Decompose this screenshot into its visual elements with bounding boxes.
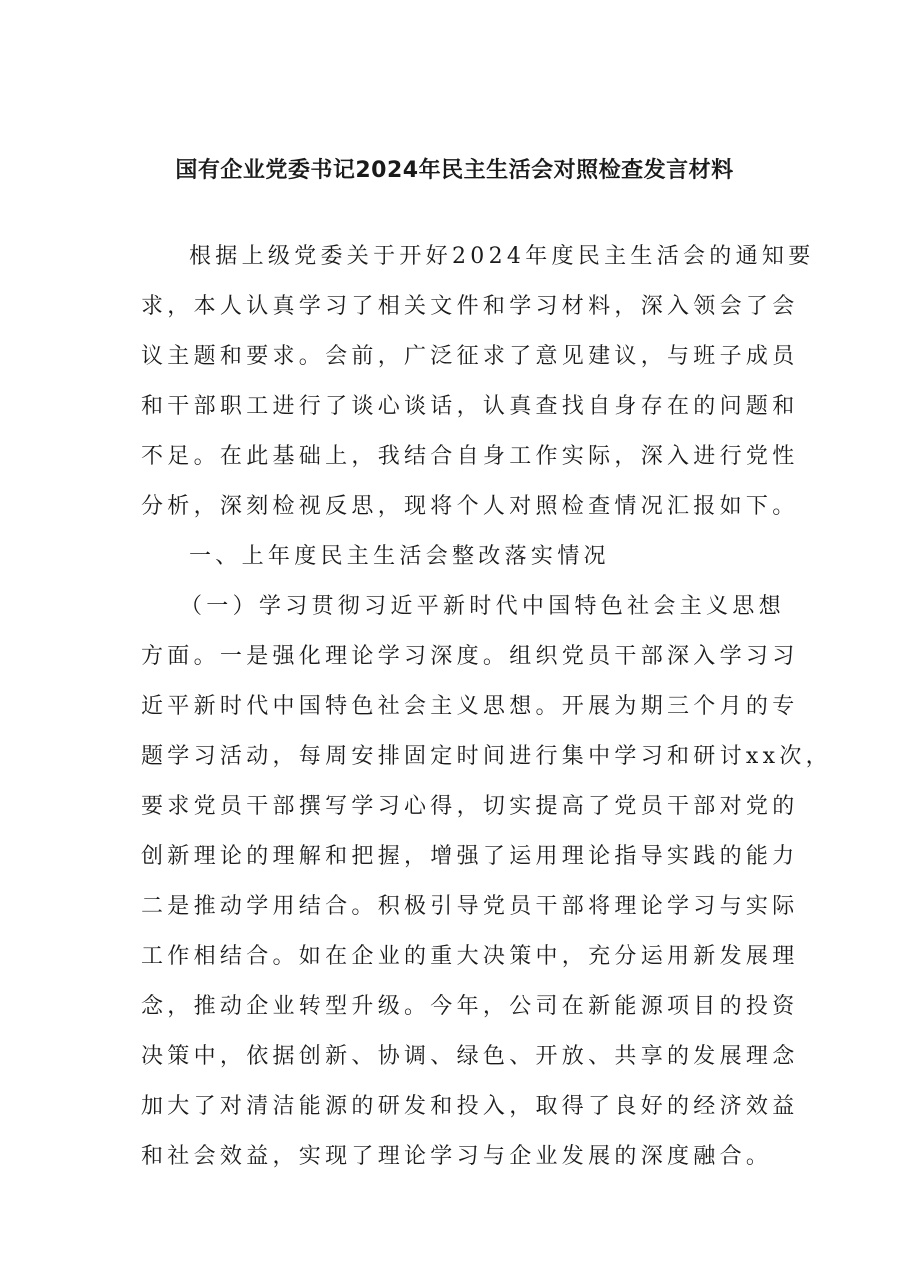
paragraph-line: 题学习活动，每周安排固定时间进行集中学习和研讨xx次， [141, 744, 832, 769]
paragraph-line: 根据上级党委关于开好2024年度民主生活会的通知要 [189, 244, 815, 269]
paragraph-line: 创新理论的理解和把握，增强了运用理论指导实践的能力 [141, 844, 799, 869]
paragraph-line: 加大了对清洁能源的研发和投入，取得了良好的经济效益 [141, 1094, 799, 1119]
paragraph-line: 和社会效益，实现了理论学习与企业发展的深度融合。 [141, 1144, 773, 1169]
paragraph-line: 方面。一是强化理论学习深度。组织党员干部深入学习习 [141, 644, 799, 669]
paragraph-line: 和干部职工进行了谈心谈话，认真查找自身存在的问题和 [141, 394, 799, 419]
paragraph-line: 分析，深刻检视反思，现将个人对照检查情况汇报如下。 [141, 494, 799, 519]
paragraph-line: 近平新时代中国特色社会主义思想。开展为期三个月的专 [141, 694, 799, 719]
paragraph-line: 要求党员干部撰写学习心得，切实提高了党员干部对党的 [141, 794, 799, 819]
paragraph-line: 工作相结合。如在企业的重大决策中，充分运用新发展理 [141, 944, 799, 969]
paragraph-line: 求，本人认真学习了相关文件和学习材料，深入领会了会 [141, 294, 799, 319]
paragraph-line: 议主题和要求。会前，广泛征求了意见建议，与班子成员 [141, 344, 799, 369]
document-title: 国有企业党委书记2024年民主生活会对照检查发言材料 [175, 158, 734, 183]
paragraph-line: 不足。在此基础上，我结合自身工作实际，深入进行党性 [141, 444, 799, 469]
section-heading: 一、上年度民主生活会整改落实情况 [189, 544, 610, 569]
subsection-heading: （一）学习贯彻习近平新时代中国特色社会主义思想 [180, 594, 785, 619]
paragraph-line: 决策中，依据创新、协调、绿色、开放、共享的发展理念 [141, 1044, 799, 1069]
paragraph-line: 二是推动学用结合。积极引导党员干部将理论学习与实际 [141, 894, 799, 919]
paragraph-line: 念，推动企业转型升级。今年，公司在新能源项目的投资 [141, 994, 799, 1019]
